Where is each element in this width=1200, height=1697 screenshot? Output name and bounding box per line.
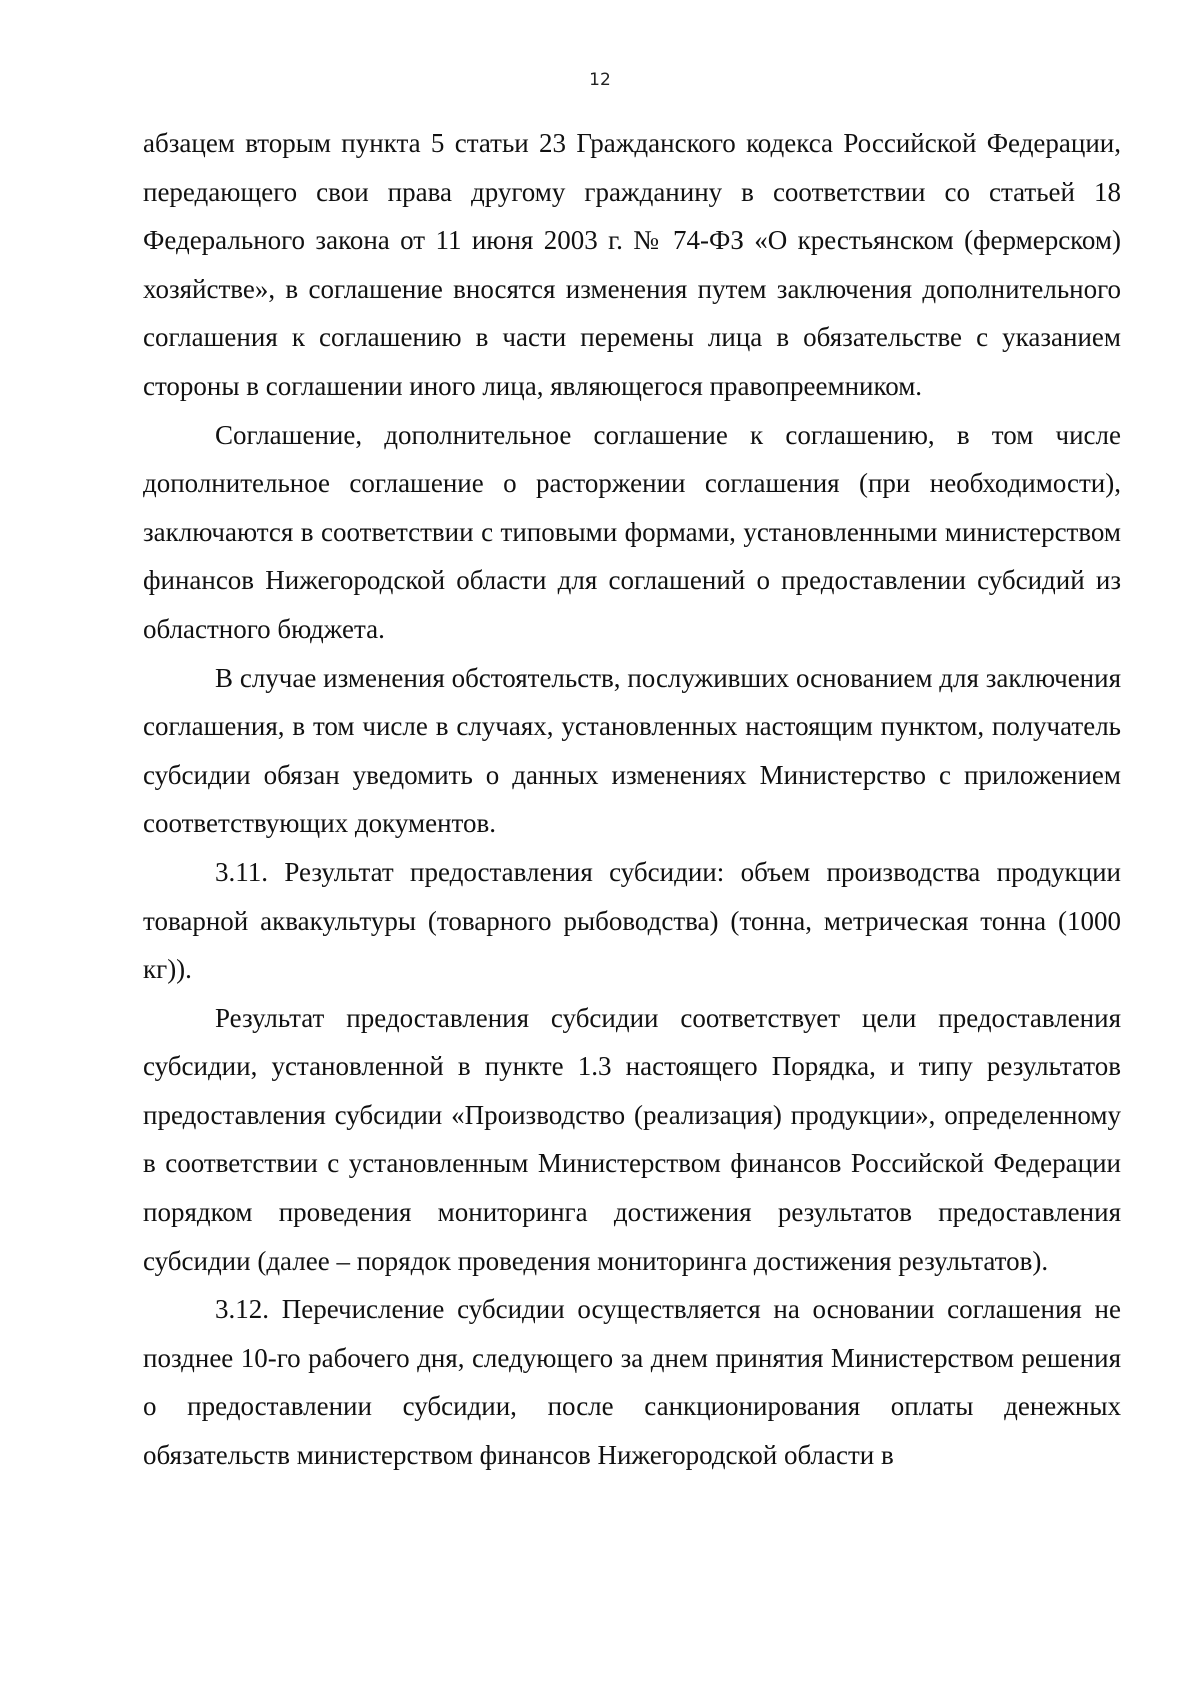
paragraph-result-correspondence: Результат предоставления субсидии соответствует цели предоставления субсидии, установленной в пункте 1.3 настоящего Порядка, и типу результатов предоставления субсидии «Производство (реализация) продукции», определенному в соответствии с установленным Министерством финансов Российской Федерации порядком проведения мониторинга достижения результатов предоставления субсидии (далее – порядок проведения мониторинга достижения результатов). bbox=[143, 1002, 1121, 1276]
document-body bbox=[143, 119, 1121, 1480]
paragraph-agreement-forms: Соглашение, дополнительное соглашение к соглашению, в том числе дополнительное соглашение о расторжении соглашения (при необходимости), заключаются в соответствии с типовыми формами, установленными министерством финансов Нижегородской области для соглашений о предоставлении субсидий из областного бюджета. bbox=[143, 419, 1121, 644]
paragraph-3-12-transfer: 3.12. Перечисление субсидии осуществляется на основании соглашения не позднее 10-го рабочего дня, следующего за днем принятия Министерством решения о предоставлении субсидии, после санкционирования оплаты денежных обязательств министерством финансов Нижегородской области в bbox=[143, 1294, 1121, 1471]
paragraph-continuation: абзацем вторым пункта 5 статьи 23 Гражданского кодекса Российской Федерации, передающего свои права другому гражданину в соответствии со статьей 18 Федерального закона от 11 июня 2003 г. № 74-ФЗ «О крестьянском (фермерском) хозяйстве», в соглашение вносятся изменения путем заключения дополнительного соглашения к соглашению в части перемены лица в обязательстве с указанием стороны в соглашении иного лица, являющегося правопреемником. bbox=[143, 128, 1121, 401]
paragraph-change-notice: В случае изменения обстоятельств, послуживших основанием для заключения соглашения, в том числе в случаях, установленных настоящим пунктом, получатель субсидии обязан уведомить о данных изменениях Министерство с приложением соответствующих документов. bbox=[143, 662, 1121, 839]
paragraph-3-11-result: 3.11. Результат предоставления субсидии: объем производства продукции товарной аквакультуры (товарного рыбоводства) (тонна, метрическая тонна (1000 кг)). bbox=[143, 856, 1121, 985]
page-number: 12 bbox=[589, 70, 611, 90]
